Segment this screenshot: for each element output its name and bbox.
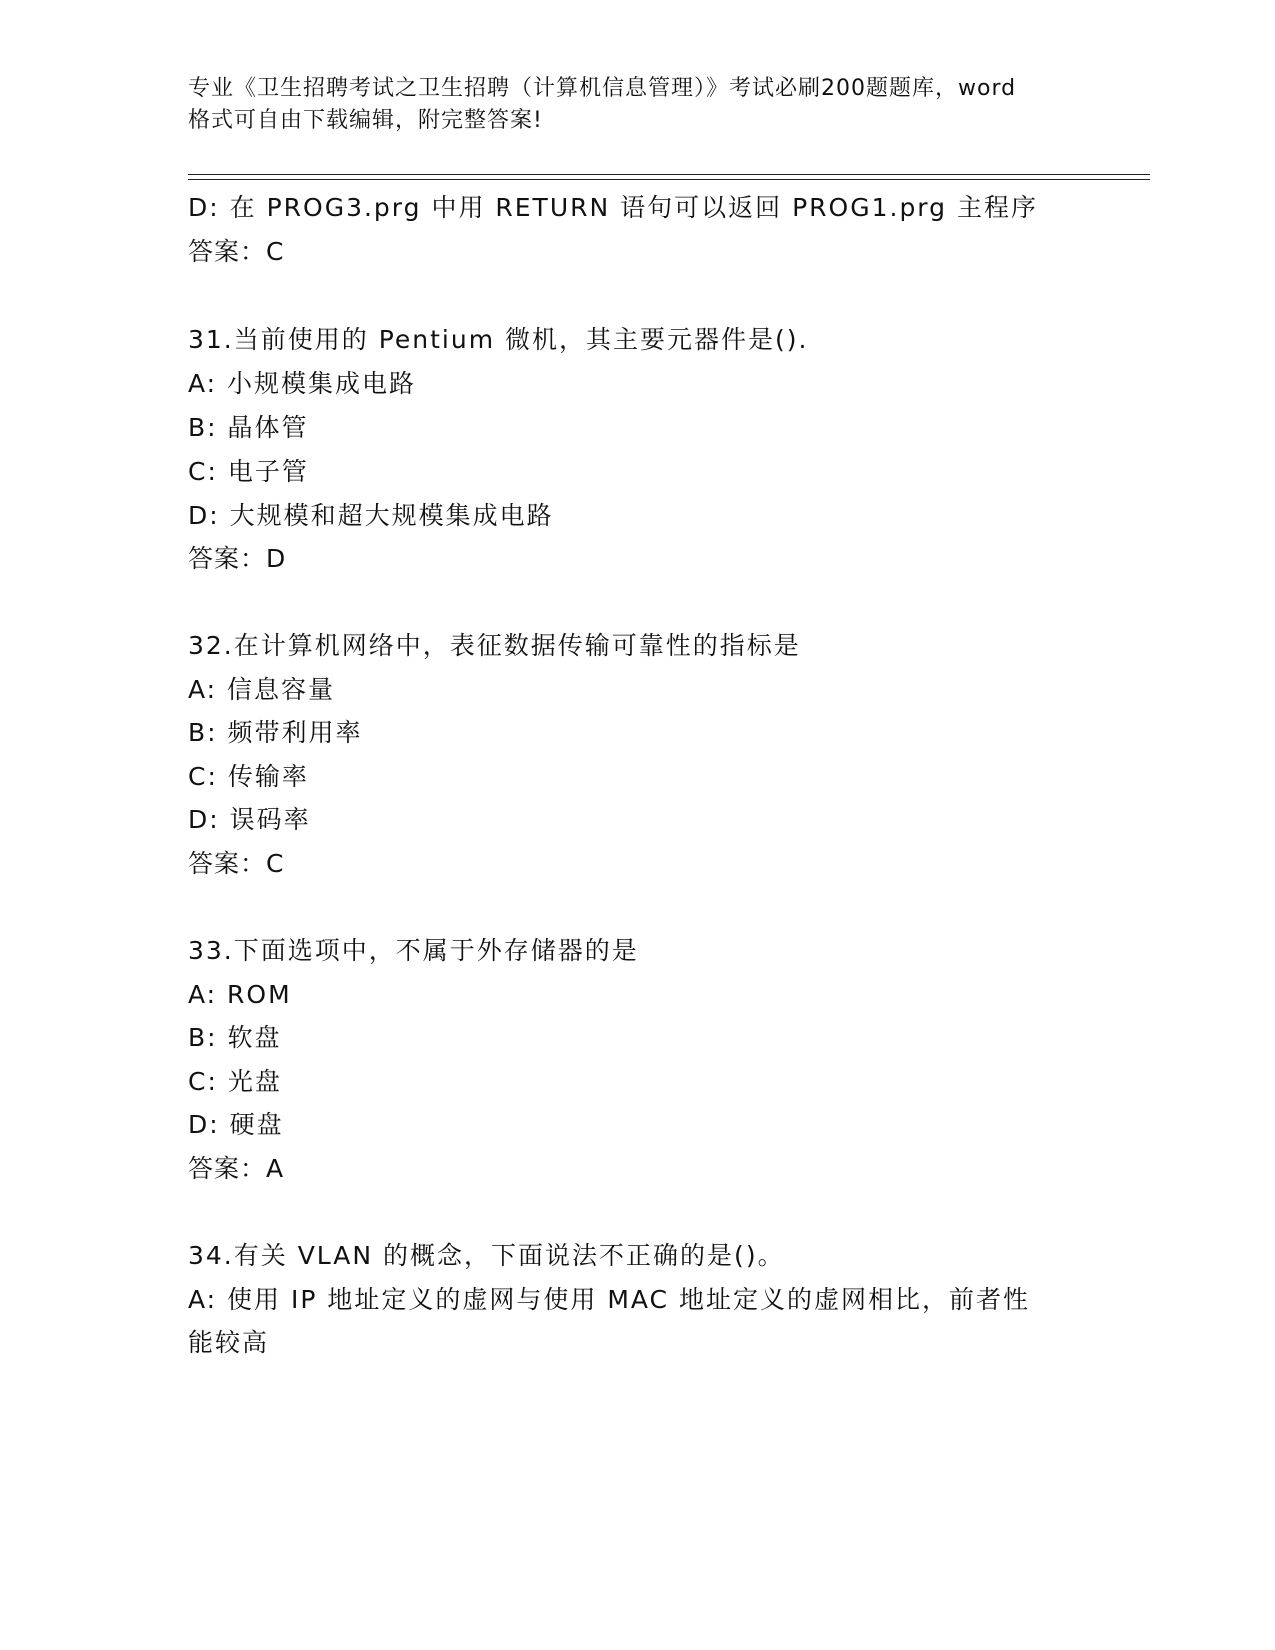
question-32-option-c: C: 传输率 — [188, 762, 309, 791]
carryover-answer: 答案：C — [188, 237, 285, 266]
header-divider-bottom — [188, 179, 1150, 180]
question-33-option-d: D: 硬盘 — [188, 1110, 284, 1139]
question-32-answer: 答案：C — [188, 849, 285, 878]
header-title-line2: 格式可自由下载编辑，附完整答案! — [188, 108, 543, 133]
question-31-option-b: B: 晶体管 — [188, 413, 309, 442]
question-32-option-d: D: 误码率 — [188, 805, 311, 834]
question-32-option-a: A: 信息容量 — [188, 675, 336, 704]
question-34-option-a-line2: 能较高 — [188, 1328, 270, 1357]
question-31-stem: 31.当前使用的 Pentium 微机，其主要元器件是(). — [188, 325, 809, 354]
header-title-line1: 专业《卫生招聘考试之卫生招聘（计算机信息管理）》考试必刷200题题库，word — [188, 76, 1017, 101]
question-33-option-c: C: 光盘 — [188, 1067, 282, 1096]
question-33-option-a: A: ROM — [188, 980, 292, 1009]
question-33-answer: 答案：A — [188, 1154, 285, 1183]
header-divider-top — [188, 174, 1150, 175]
question-34-stem: 34.有关 VLAN 的概念，下面说法不正确的是()。 — [188, 1241, 785, 1270]
question-32-stem: 32.在计算机网络中，表征数据传输可靠性的指标是 — [188, 631, 801, 660]
question-32-option-b: B: 频带利用率 — [188, 718, 363, 747]
question-31-option-c: C: 电子管 — [188, 457, 309, 486]
question-31-option-a: A: 小规模集成电路 — [188, 369, 417, 398]
question-31-answer: 答案：D — [188, 544, 287, 573]
carryover-option-d: D: 在 PROG3.prg 中用 RETURN 语句可以返回 PROG1.prg 主程序 — [188, 193, 1038, 222]
question-33-option-b: B: 软盘 — [188, 1023, 282, 1052]
question-31-option-d: D: 大规模和超大规模集成电路 — [188, 501, 554, 530]
question-34-option-a-line1: A: 使用 IP 地址定义的虚网与使用 MAC 地址定义的虚网相比，前者性 — [188, 1285, 1030, 1314]
question-33-stem: 33.下面选项中，不属于外存储器的是 — [188, 936, 639, 965]
